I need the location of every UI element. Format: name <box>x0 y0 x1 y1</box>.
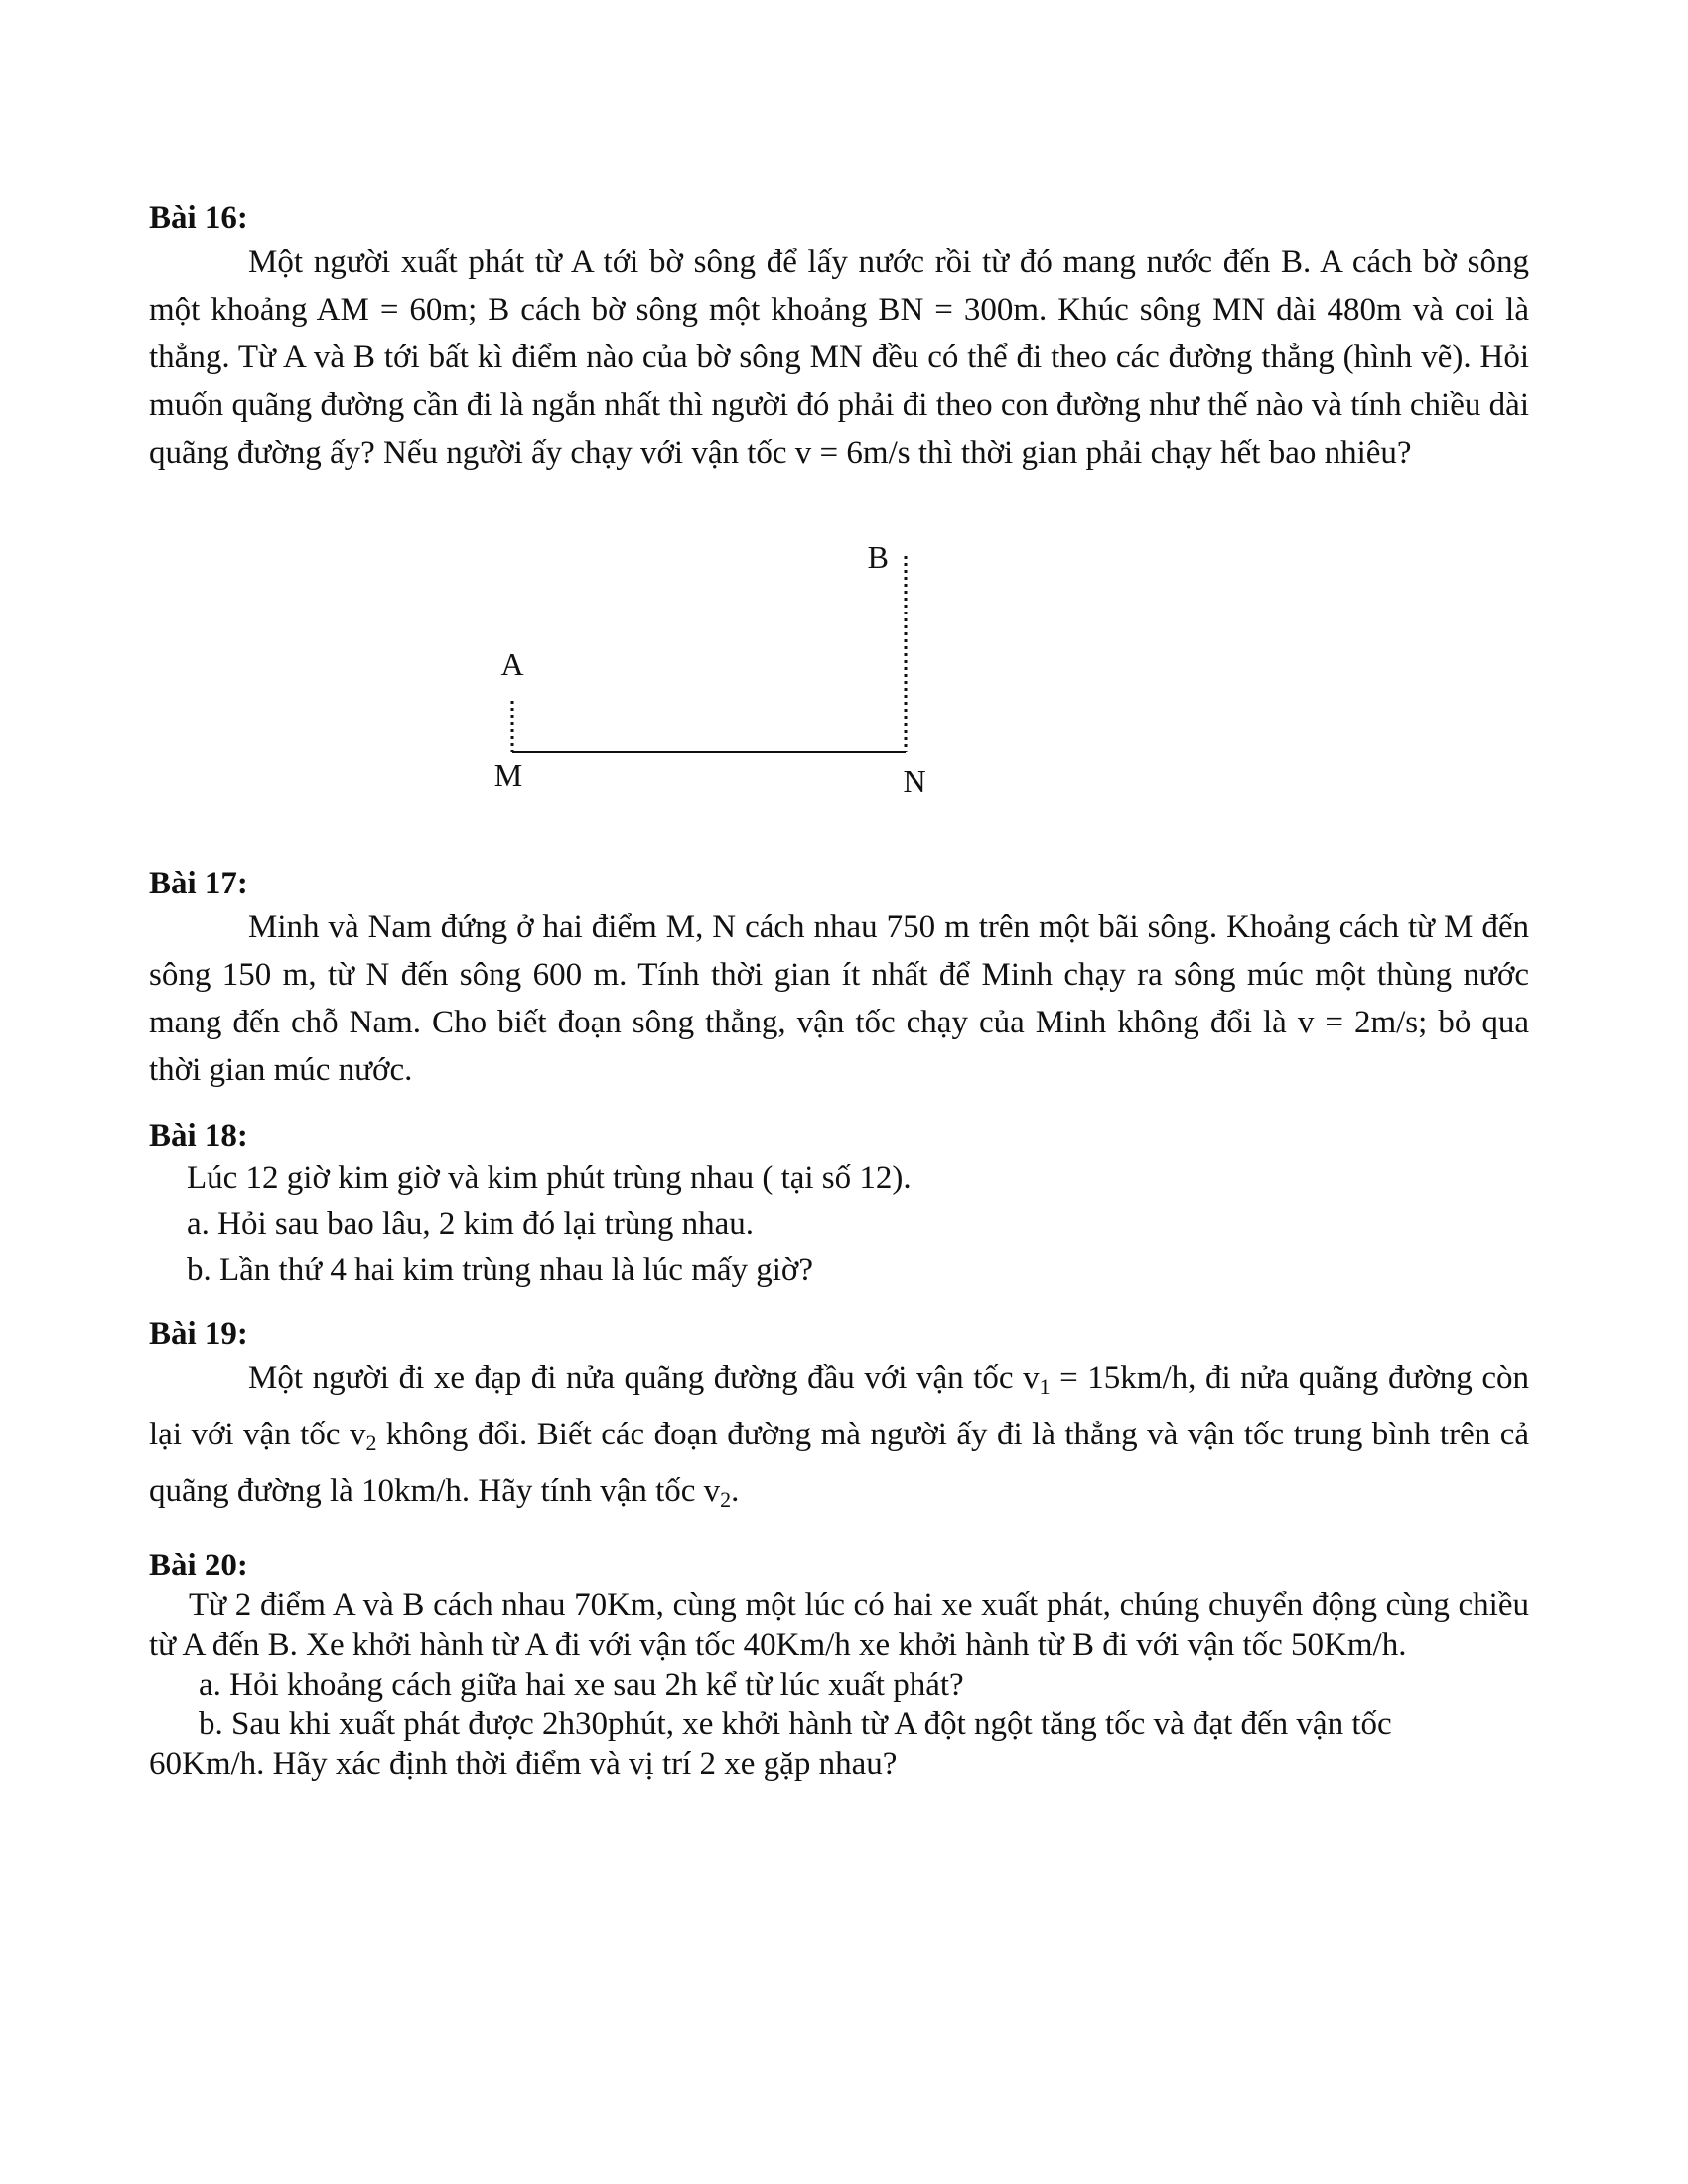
document-page <box>149 199 1529 1784</box>
problem-19-heading: Bài 19: <box>149 1316 248 1352</box>
problem-20-item-b: b. Sau khi xuất phát được 2h30phút, xe khởi hành từ A đột ngột tăng tốc và đạt đến vận tốc <box>199 1706 1392 1742</box>
problem-18-heading: Bài 18: <box>149 1118 248 1154</box>
river-diagram-svg <box>149 477 1529 864</box>
problem-16-heading: Bài 16: <box>149 201 248 236</box>
problem-20-item-a: a. Hỏi khoảng cách giữa hai xe sau 2h kể từ lúc xuất phát? <box>199 1667 964 1703</box>
point-a-label: A <box>500 646 524 682</box>
problem-20-text: Từ 2 điểm A và B cách nhau 70Km, cùng một lúc có hai xe xuất phát, chúng chuyển động cùng chiều từ A đến B. Xe khởi hành từ A đi với vận tốc 40Km/h xe khởi hành từ B đi với vận tốc 50Km/h. <box>149 1587 1529 1663</box>
problem-16-text: Một người xuất phát từ A tới bờ sông để lấy nước rồi từ đó mang nước đến B. A cách bờ sông một khoảng AM = 60m; B cách bờ sông một khoảng BN = 300m. Khúc sông MN dài 480m và coi là thẳng. Từ A và B tới bất kì điểm nào của bờ sông MN đều có thể đi theo các đường thẳng (hình vẽ). Hỏi muốn quãng đường cần đi là ngắn nhất thì người đó phải đi theo con đường như thế nào và tính chiều dài quãng đường ấy? Nếu người ấy chạy với vận tốc v = 6m/s thì thời gian phải chạy hết bao nhiêu? <box>149 244 1529 471</box>
river-diagram <box>149 477 1529 864</box>
problem-17-heading: Bài 17: <box>149 866 248 901</box>
problem-18-intro: Lúc 12 giờ kim giờ và kim phút trùng nhau ( tại số 12). <box>187 1160 912 1196</box>
problem-17-text: Minh và Nam đứng ở hai điểm M, N cách nhau 750 m trên một bãi sông. Khoảng cách từ M đến sông 150 m, từ N đến sông 600 m. Tính thời gian ít nhất để Minh chạy ra sông múc một thùng nước mang đến chỗ Nam. Cho biết đoạn sông thẳng, vận tốc chạy của Minh không đổi là v = 2m/s; bỏ qua thời gian múc nước. <box>149 909 1529 1088</box>
point-b-label: B <box>867 539 889 575</box>
problem-20-heading: Bài 20: <box>149 1548 248 1583</box>
problem-20-item-b-continued: 60Km/h. Hãy xác định thời điểm và vị trí 2 xe gặp nhau? <box>149 1746 898 1782</box>
problem-19-text: Một người đi xe đạp đi nửa quãng đường đầu với vận tốc $v_1 = 15km/h$, đi nửa quãng đường còn lại với vận tốc $v_2$ không đổi. Biết các đoạn đường mà người ấy đi là thẳng và vận tốc trung bình trên cả quãng đường là 10km/h. Hãy tính vận tốc $v_2$. <box>149 1360 1529 1512</box>
problem-18-item-b: b. Lần thứ 4 hai kim trùng nhau là lúc mấy giờ? <box>187 1252 814 1288</box>
problem-18-item-a: a. Hỏi sau bao lâu, 2 kim đó lại trùng nhau. <box>187 1206 754 1242</box>
point-n-label: N <box>903 763 926 799</box>
point-m-label: M <box>493 757 523 793</box>
